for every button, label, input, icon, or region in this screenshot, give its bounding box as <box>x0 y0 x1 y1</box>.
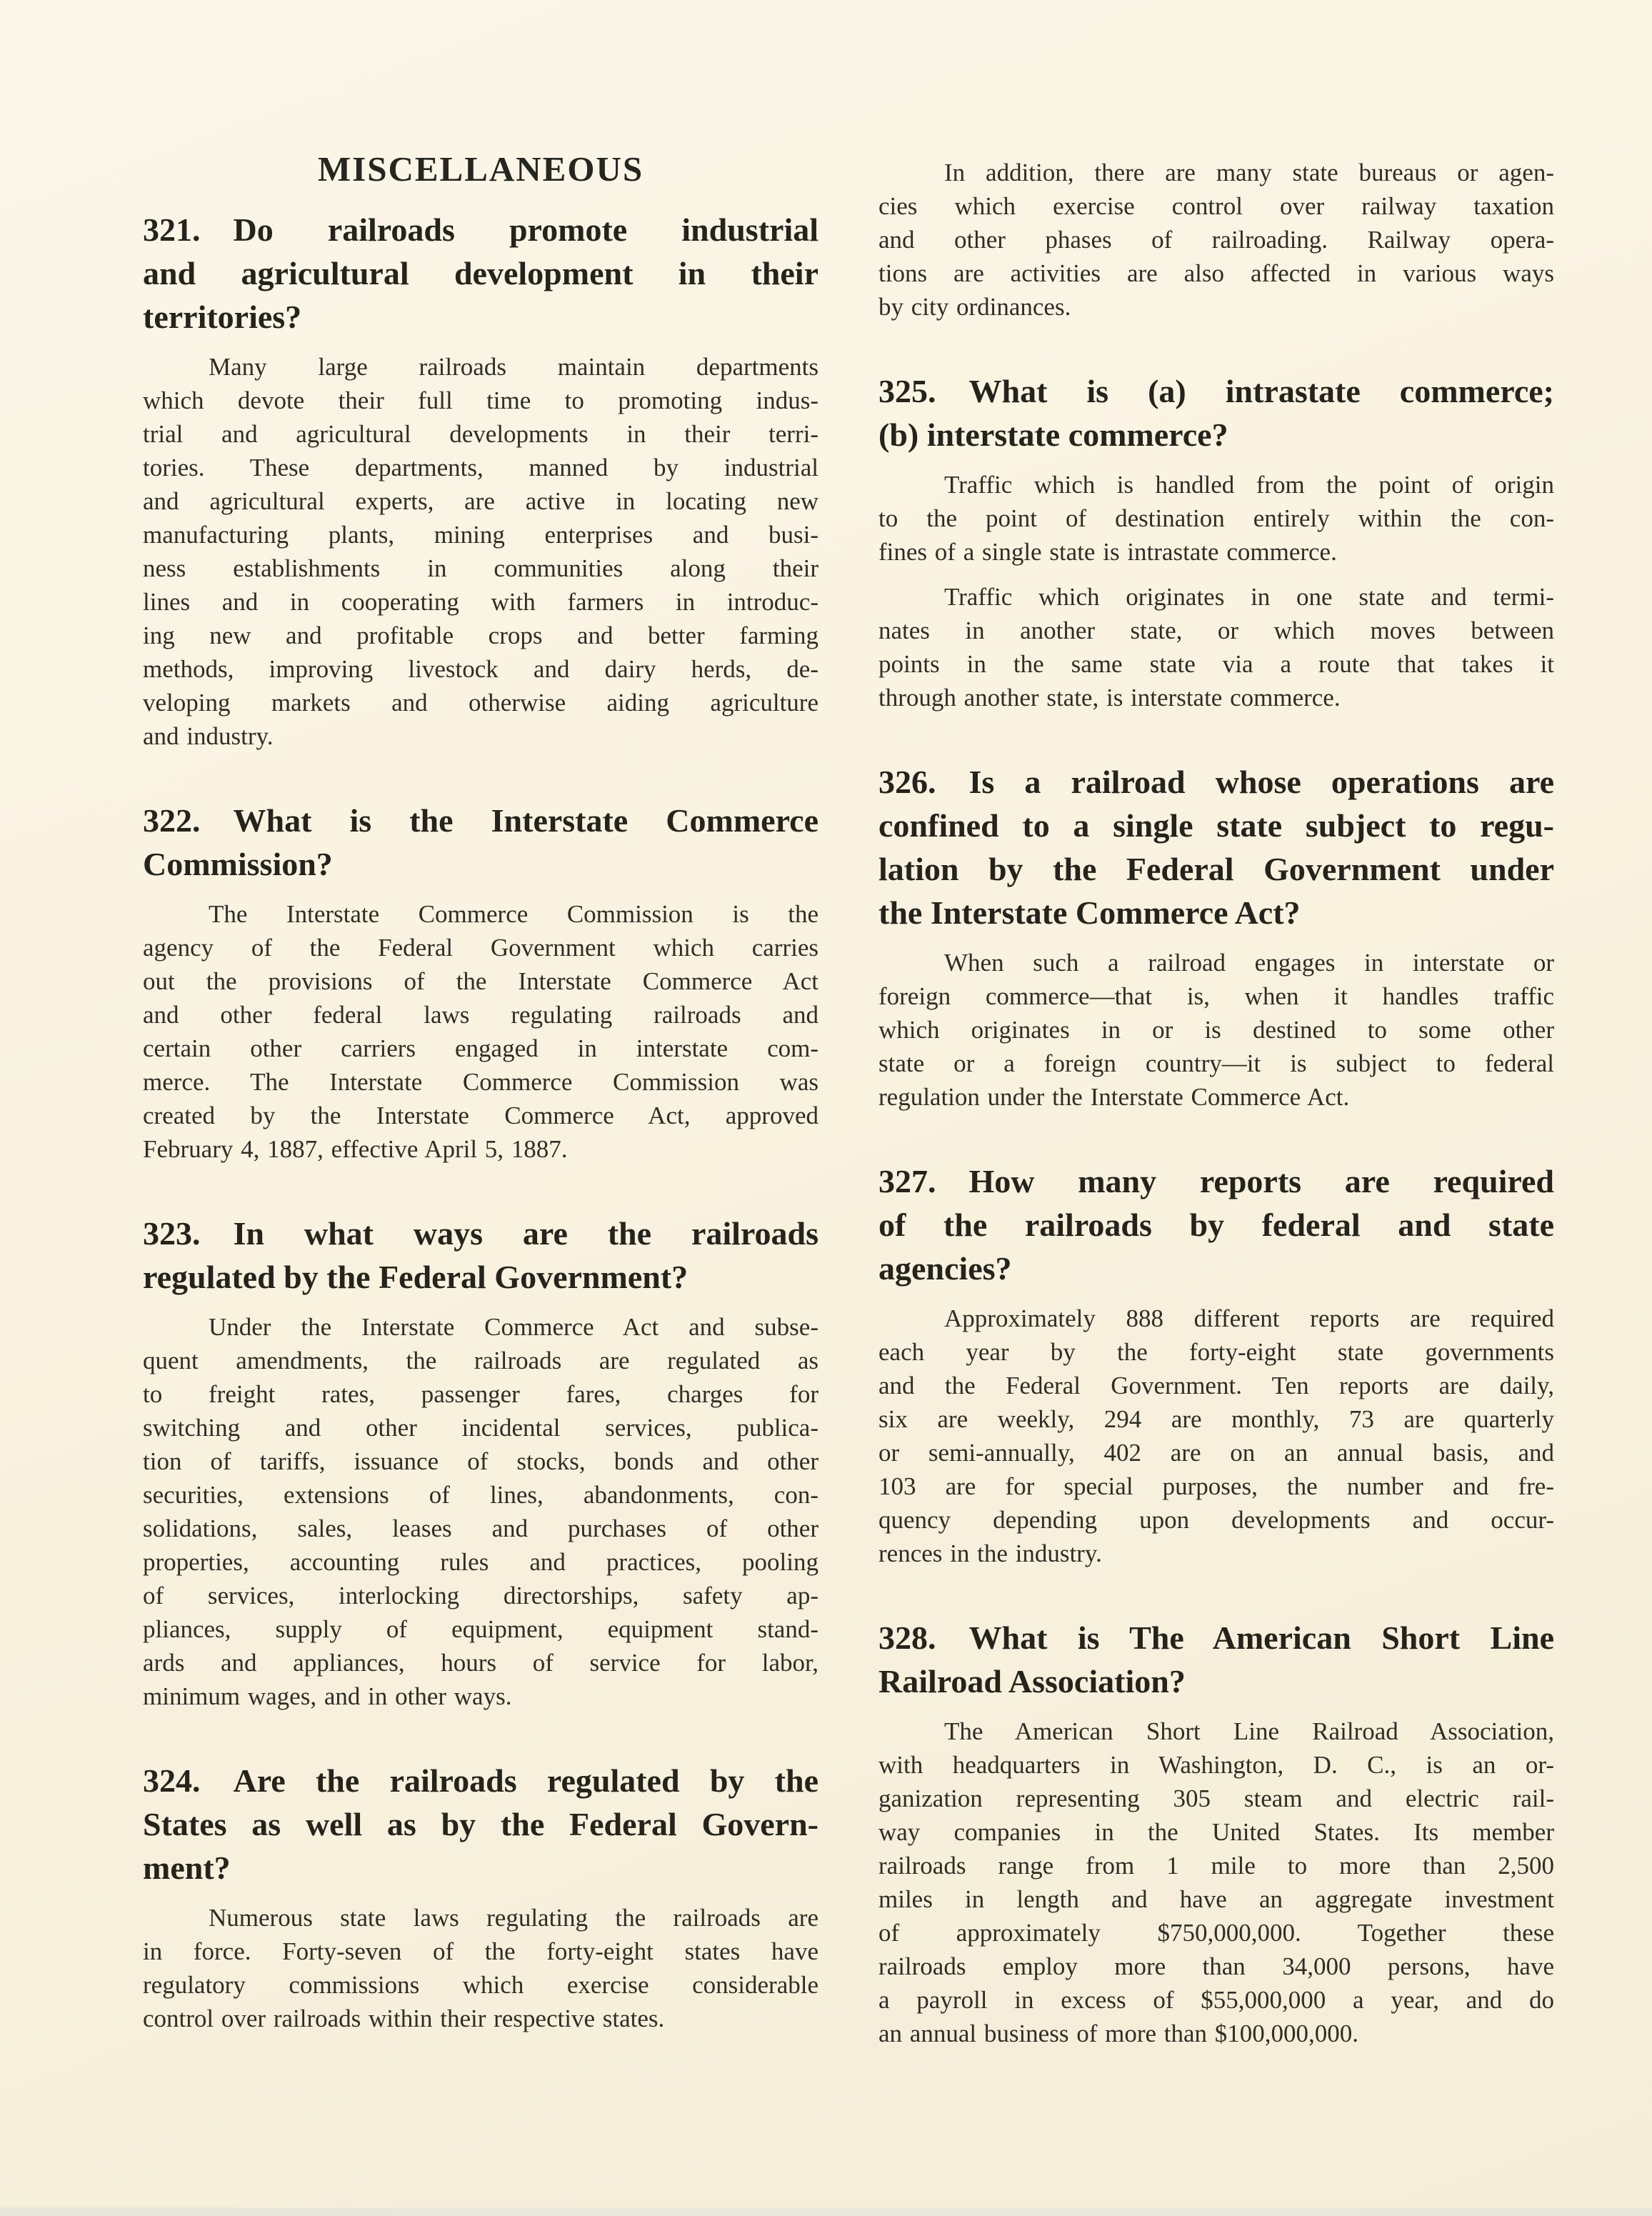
text-line: railroads employ more than 34,000 persons, have <box>878 1952 1554 1980</box>
text-line: with headquarters in Washington, D. C., is an or- <box>878 1751 1554 1779</box>
question-328 <box>878 1616 1554 1703</box>
text-line: of the railroads by federal and state <box>878 1207 1554 1243</box>
text-line: out the provisions of the Interstate Commerce Act <box>143 967 819 995</box>
question-327 <box>878 1159 1554 1290</box>
text-line: Commission? <box>143 846 333 882</box>
text-line: Traffic which originates in one state and termi- <box>944 583 1554 611</box>
text-line: ards and appliances, hours of service for labor, <box>143 1649 819 1677</box>
text-line: manufacturing plants, mining enterprises and busi- <box>143 521 819 549</box>
answer-324-continued <box>878 156 1554 324</box>
text-line: each year by the forty-eight state governments <box>878 1338 1554 1366</box>
text-line: trial and agricultural developments in their terri- <box>143 420 819 448</box>
text-line: territories? <box>143 299 302 335</box>
text-line: February 4, 1887, effective April 5, 1887. <box>143 1135 568 1163</box>
text-line: and the Federal Government. Ten reports are daily, <box>878 1372 1554 1399</box>
text-line: Approximately 888 different reports are required <box>944 1304 1554 1332</box>
text-line: solidations, sales, leases and purchases of other <box>143 1514 819 1542</box>
text-line: securities, extensions of lines, abandonments, con- <box>143 1481 819 1509</box>
text-line: agency of the Federal Government which carries <box>143 934 819 962</box>
answer-324 <box>143 1901 819 2035</box>
text-line: (b) interstate commerce? <box>878 416 1228 453</box>
text-line: 325. What is (a) intrastate commerce; <box>878 373 1554 409</box>
answer-322 <box>143 897 819 1166</box>
text-line: 326. Is a railroad whose operations are <box>878 764 1554 800</box>
text-line: tions are activities are also affected in various ways <box>878 259 1554 287</box>
text-line: and agricultural experts, are active in locating new <box>143 487 819 515</box>
text-line: points in the same state via a route that takes it <box>878 650 1554 678</box>
text-line: to the point of destination entirely within the con- <box>878 504 1554 532</box>
text-line: methods, improving livestock and dairy herds, de- <box>143 655 819 683</box>
question-322 <box>143 799 819 886</box>
answer-325-paragraph-2 <box>878 580 1554 714</box>
text-line: The American Short Line Railroad Association, <box>944 1717 1554 1745</box>
text-line: state or a foreign country—it is subject to federal <box>878 1049 1554 1077</box>
text-line: certain other carriers engaged in interstate com- <box>143 1034 819 1062</box>
text-line: 321. Do railroads promote industrial <box>143 211 819 248</box>
text-line: switching and other incidental services, publica- <box>143 1414 819 1442</box>
text-line: an annual business of more than $100,000,000. <box>878 2020 1359 2047</box>
answer-327 <box>878 1302 1554 1570</box>
text-line: 328. What is The American Short Line <box>878 1619 1554 1656</box>
text-line: which originates in or is destined to some other <box>878 1016 1554 1044</box>
text-line: 322. What is the Interstate Commerce <box>143 802 819 839</box>
text-line: of approximately $750,000,000. Together these <box>878 1919 1554 1947</box>
text-line: in force. Forty-seven of the forty-eight states have <box>143 1937 819 1965</box>
text-line: rences in the industry. <box>878 1539 1102 1567</box>
question-325 <box>878 369 1554 456</box>
text-line: regulated by the Federal Government? <box>143 1259 689 1295</box>
text-line: ganization representing 305 steam and electric rail- <box>878 1785 1554 1812</box>
text-line: control over railroads within their respective states. <box>143 2005 665 2032</box>
text-line: lines and in cooperating with farmers in introduc- <box>143 588 819 616</box>
text-line: Numerous state laws regulating the railroads are <box>209 1904 819 1932</box>
text-line: and other federal laws regulating railroads and <box>143 1001 819 1029</box>
text-line: regulatory commissions which exercise considerable <box>143 1971 819 1999</box>
text-line: confined to a single state subject to regu- <box>878 807 1554 844</box>
question-326 <box>878 760 1554 934</box>
text-line: minimum wages, and in other ways. <box>143 1682 512 1710</box>
text-line: to freight rates, passenger fares, charges for <box>143 1380 819 1408</box>
text-line: Railroad Association? <box>878 1663 1186 1700</box>
text-line: foreign commerce—that is, when it handles traffic <box>878 982 1554 1010</box>
text-line: ment? <box>143 1850 231 1886</box>
section-title: MISCELLANEOUS <box>317 149 644 189</box>
answer-326 <box>878 946 1554 1114</box>
text-line: veloping markets and otherwise aiding agriculture <box>143 689 819 717</box>
text-line: tion of tariffs, issuance of stocks, bonds and other <box>143 1447 819 1475</box>
text-line: Many large railroads maintain departments <box>209 353 819 381</box>
text-line: or semi-annually, 402 are on an annual basis, and <box>878 1439 1554 1467</box>
question-321 <box>143 208 819 339</box>
text-line: Under the Interstate Commerce Act and subse- <box>209 1313 819 1341</box>
text-line: 103 are for special purposes, the number and fre- <box>878 1472 1554 1500</box>
text-line: and other phases of railroading. Railway opera- <box>878 226 1554 254</box>
text-line: a payroll in excess of $55,000,000 a year, and do <box>878 1986 1554 2014</box>
text-line: agencies? <box>878 1250 1012 1287</box>
answer-328 <box>878 1715 1554 2050</box>
text-line: of services, interlocking directorships, safety ap- <box>143 1582 819 1609</box>
question-323 <box>143 1212 819 1299</box>
text-line: In addition, there are many state bureaus or agen- <box>944 159 1554 186</box>
text-line: ing new and profitable crops and better farming <box>143 622 819 649</box>
text-line: which devote their full time to promoting indus- <box>143 386 819 414</box>
text-line: created by the Interstate Commerce Act, approved <box>143 1102 819 1129</box>
text-line: ness establishments in communities along their <box>143 554 819 582</box>
text-line: 327. How many reports are required <box>878 1163 1554 1199</box>
right-column <box>878 149 1554 2050</box>
text-line: quent amendments, the railroads are regulated as <box>143 1347 819 1374</box>
text-line: lation by the Federal Government under <box>878 851 1554 887</box>
text-line: When such a railroad engages in interstate or <box>944 949 1554 977</box>
text-line: pliances, supply of equipment, equipment stand- <box>143 1615 819 1643</box>
text-line: fines of a single state is intrastate commerce. <box>878 538 1337 566</box>
text-line: through another state, is interstate commerce. <box>878 684 1341 712</box>
text-line: six are weekly, 294 are monthly, 73 are quarterly <box>878 1405 1554 1433</box>
text-line: Traffic which is handled from the point of origin <box>944 471 1554 499</box>
text-line: merce. The Interstate Commerce Commission was <box>143 1068 819 1096</box>
text-line: properties, accounting rules and practices, pooling <box>143 1548 819 1576</box>
text-line: by city ordinances. <box>878 293 1071 321</box>
text-line: and industry. <box>143 722 274 750</box>
text-line: nates in another state, or which moves between <box>878 617 1554 644</box>
answer-323 <box>143 1310 819 1713</box>
text-line: regulation under the Interstate Commerce Act. <box>878 1083 1350 1111</box>
text-line: railroads range from 1 mile to more than 2,500 <box>878 1852 1554 1880</box>
answer-321 <box>143 350 819 753</box>
question-324 <box>143 1759 819 1890</box>
left-column <box>143 149 819 2035</box>
answer-325-paragraph-1 <box>878 468 1554 569</box>
text-line: the Interstate Commerce Act? <box>878 894 1301 931</box>
text-line: miles in length and have an aggregate investment <box>878 1885 1554 1913</box>
text-line: and agricultural development in their <box>143 255 819 291</box>
text-line: way companies in the United States. Its member <box>878 1818 1554 1846</box>
text-line: tories. These departments, manned by industrial <box>143 454 819 481</box>
text-line: The Interstate Commerce Commission is the <box>209 900 819 928</box>
text-line: 324. Are the railroads regulated by the <box>143 1762 819 1799</box>
text-line: quency depending upon developments and occur- <box>878 1506 1554 1534</box>
text-line: States as well as by the Federal Govern- <box>143 1806 819 1842</box>
text-line: 323. In what ways are the railroads <box>143 1215 819 1252</box>
text-line: cies which exercise control over railway taxation <box>878 192 1554 220</box>
